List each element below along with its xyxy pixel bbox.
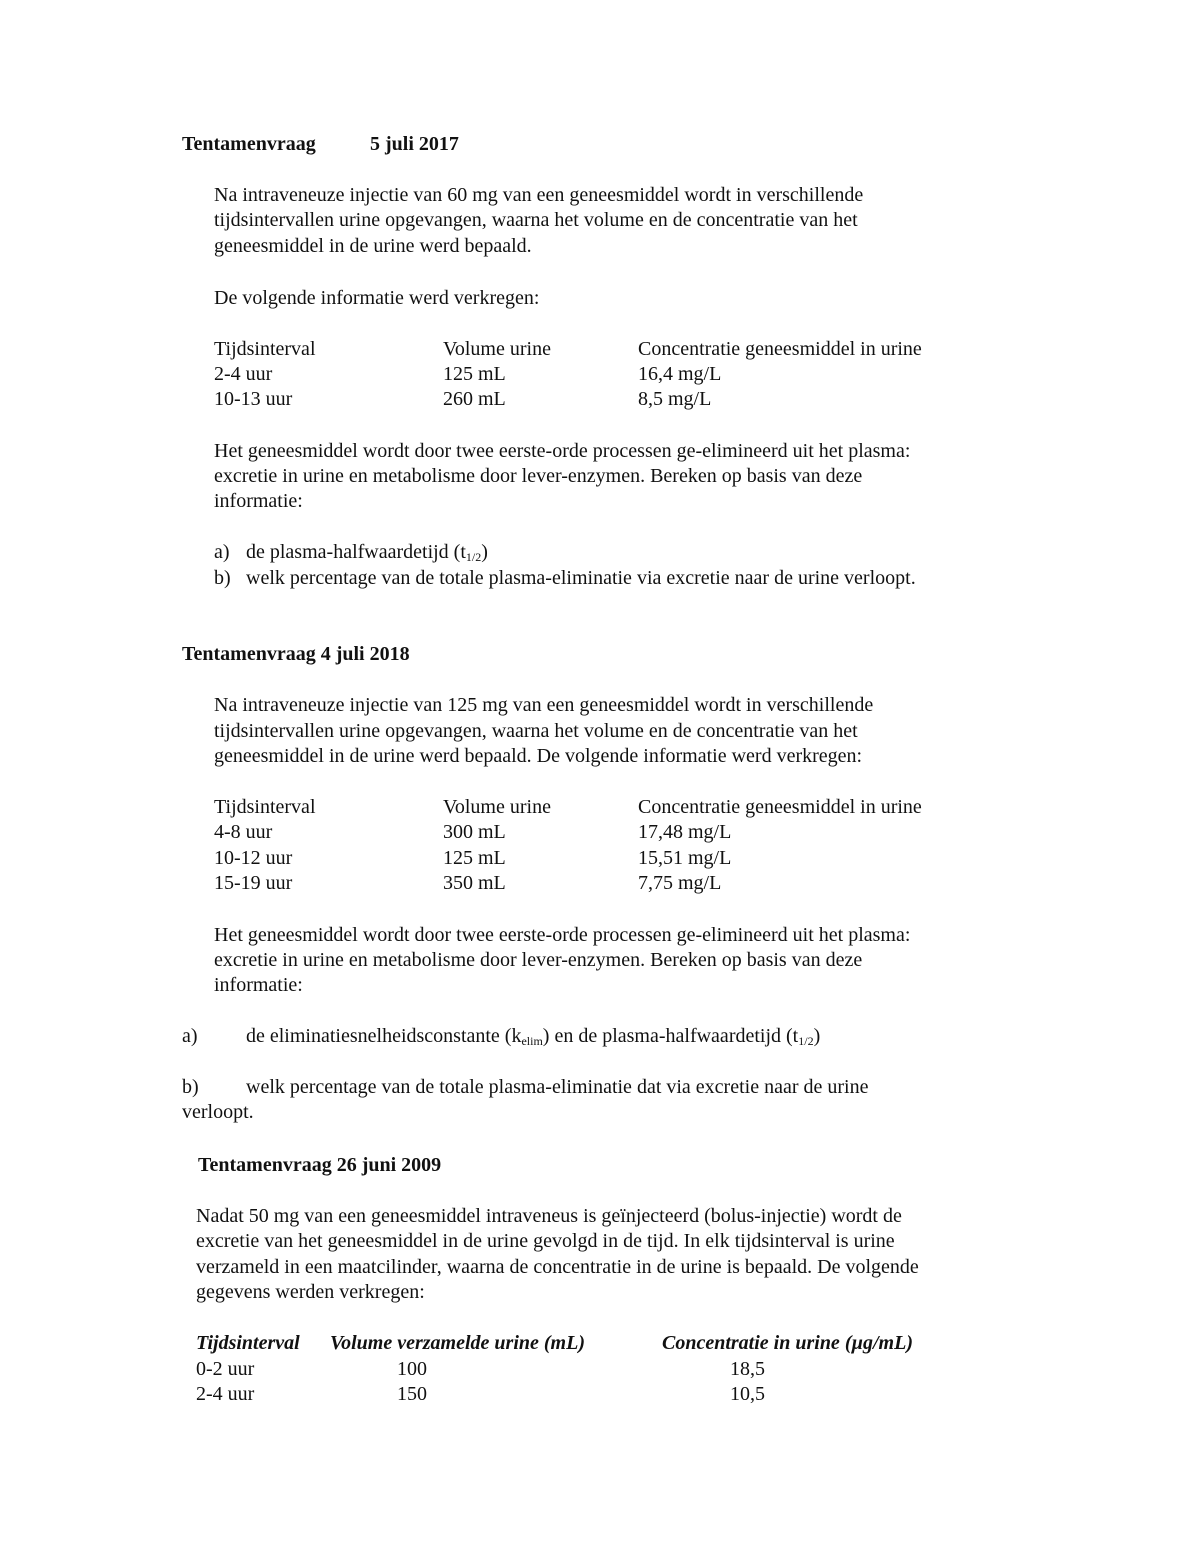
header-concentration: Concentratie in urine (µg/mL) xyxy=(662,1332,913,1354)
cell-volume: 125 mL xyxy=(443,847,506,869)
header-time-interval: Tijdsinterval xyxy=(214,338,316,360)
intro-2009-line-1: Nadat 50 mg van een geneesmiddel intraveneus is geïnjecteerd (bolus-injectie) wordt de xyxy=(196,1205,902,1227)
question-a-close: ) xyxy=(481,541,488,563)
question-a-text xyxy=(246,1023,820,1049)
question-a-main: de plasma-halfwaardetijd (t xyxy=(246,541,466,563)
cell-volume: 100 xyxy=(397,1358,427,1380)
cell-interval: 10-13 uur xyxy=(214,388,293,410)
cell-volume: 150 xyxy=(397,1383,427,1405)
question-a-close: ) xyxy=(813,1025,821,1047)
header-volume: Volume urine xyxy=(443,796,551,818)
cell-concentration: 8,5 mg/L xyxy=(638,388,712,410)
info-line-2017: De volgende informatie werd verkregen: xyxy=(214,287,540,309)
heading-2009-title: Tentamenvraag 26 juni 2009 xyxy=(198,1154,442,1176)
elim-2018-line-3: informatie: xyxy=(214,974,303,996)
subscript-half: 1/2 xyxy=(798,1034,814,1048)
cell-interval: 15-19 uur xyxy=(214,872,293,894)
intro-2018-line-2: tijdsintervallen urine opgevangen, waarna het volume en de concentratie van het xyxy=(214,720,858,742)
intro-2009-line-3: verzameld in een maatcilinder, waarna de concentratie in de urine is bepaald. De volgende xyxy=(196,1256,919,1278)
question-marker-a: a) xyxy=(182,1025,198,1047)
intro-2018-line-3: geneesmiddel in de urine werd bepaald. De volgende informatie werd verkregen: xyxy=(214,745,863,767)
cell-interval: 0-2 uur xyxy=(196,1358,255,1380)
question-b-text: welk percentage van de totale plasma-eliminatie via excretie naar de urine verloopt. xyxy=(246,567,916,589)
question-a-part-2: ) en de plasma-halfwaardetijd (t xyxy=(542,1025,799,1047)
cell-interval: 2-4 uur xyxy=(196,1383,255,1405)
question-marker-b: b) xyxy=(182,1076,199,1098)
cell-interval: 10-12 uur xyxy=(214,847,293,869)
elim-2017-line-2: excretie in urine en metabolisme door lever-enzymen. Bereken op basis van deze xyxy=(214,465,863,487)
cell-concentration: 15,51 mg/L xyxy=(638,847,732,869)
subscript-half: 1/2 xyxy=(465,550,482,564)
cell-volume: 350 mL xyxy=(443,872,506,894)
question-a-text xyxy=(246,539,488,565)
heading-2017-date: 5 juli 2017 xyxy=(370,133,459,155)
elim-2018-line-2: excretie in urine en metabolisme door lever-enzymen. Bereken op basis van deze xyxy=(214,949,863,971)
cell-volume: 260 mL xyxy=(443,388,506,410)
header-concentration: Concentratie geneesmiddel in urine xyxy=(638,796,922,818)
question-a-part-1: de eliminatiesnelheidsconstante (k xyxy=(246,1025,522,1047)
cell-concentration: 18,5 xyxy=(730,1358,765,1380)
header-volume: Volume urine xyxy=(443,338,551,360)
cell-interval: 4-8 uur xyxy=(214,821,273,843)
header-concentration: Concentratie geneesmiddel in urine xyxy=(638,338,922,360)
elim-2017-line-1: Het geneesmiddel wordt door twee eerste-orde processen ge-elimineerd uit het plasma: xyxy=(214,440,911,462)
cell-concentration: 10,5 xyxy=(730,1383,765,1405)
cell-interval: 2-4 uur xyxy=(214,363,273,385)
cell-concentration: 16,4 mg/L xyxy=(638,363,722,385)
elim-2018-line-1: Het geneesmiddel wordt door twee eerste-orde processen ge-elimineerd uit het plasma: xyxy=(214,924,911,946)
cell-concentration: 17,48 mg/L xyxy=(638,821,732,843)
header-time-interval: Tijdsinterval xyxy=(196,1332,300,1354)
cell-concentration: 7,75 mg/L xyxy=(638,872,722,894)
intro-2018-line-1: Na intraveneuze injectie van 125 mg van een geneesmiddel wordt in verschillende xyxy=(214,694,874,716)
question-marker-a: a) xyxy=(214,541,230,563)
header-time-interval: Tijdsinterval xyxy=(214,796,316,818)
intro-2017-line-1: Na intraveneuze injectie van 60 mg van een geneesmiddel wordt in verschillende xyxy=(214,184,864,206)
intro-2009-line-2: excretie van het geneesmiddel in de urine gevolgd in de tijd. In elk tijdsinterval is urine xyxy=(196,1230,895,1252)
heading-2017-title: Tentamenvraag xyxy=(182,133,316,155)
header-volume: Volume verzamelde urine (mL) xyxy=(330,1332,585,1354)
question-b-continuation: verloopt. xyxy=(182,1101,254,1123)
question-b-text: welk percentage van de totale plasma-eliminatie dat via excretie naar de urine xyxy=(246,1076,869,1098)
cell-volume: 300 mL xyxy=(443,821,506,843)
cell-volume: 125 mL xyxy=(443,363,506,385)
intro-2009-line-4: gegevens werden verkregen: xyxy=(196,1281,425,1303)
question-marker-b: b) xyxy=(214,567,231,589)
intro-2017-line-3: geneesmiddel in de urine werd bepaald. xyxy=(214,235,532,257)
heading-2018-title: Tentamenvraag 4 juli 2018 xyxy=(182,643,410,665)
elim-2017-line-3: informatie: xyxy=(214,490,303,512)
subscript-elim: elim xyxy=(521,1034,543,1048)
intro-2017-line-2: tijdsintervallen urine opgevangen, waarna het volume en de concentratie van het xyxy=(214,209,858,231)
